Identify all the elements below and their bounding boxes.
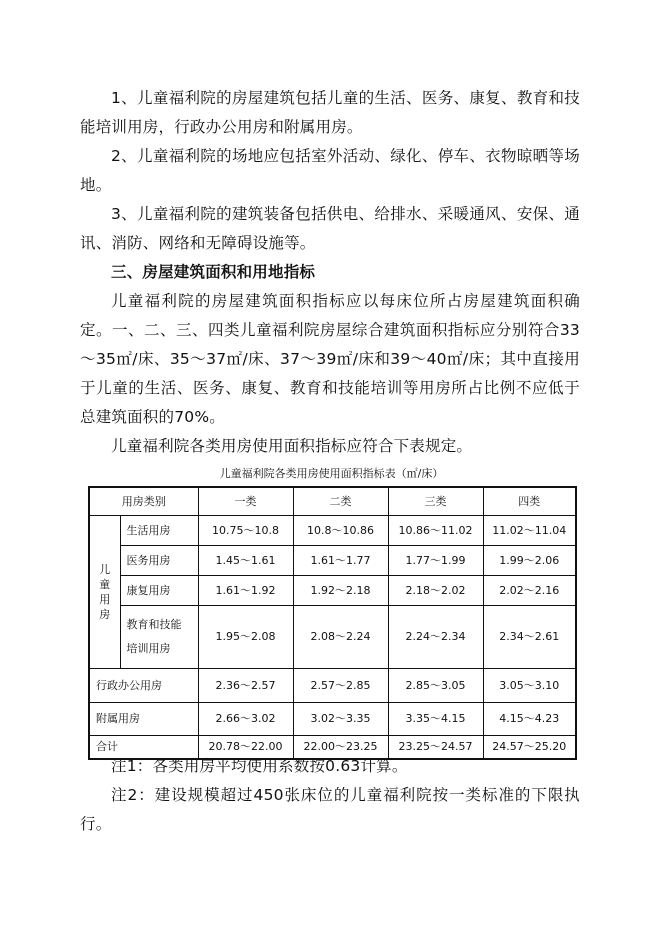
table-header-row [89,487,576,515]
cell-value: 20.78～22.00 [198,735,293,759]
row-label: 附属用房 [89,702,198,735]
area-index-table [88,486,577,760]
cell-value: 10.8～10.86 [293,515,388,545]
cell-value: 2.66～3.02 [198,702,293,735]
cell-value: 2.36～2.57 [198,668,293,702]
cell-value: 1.77～1.99 [388,545,483,575]
group-char: 房 [99,607,111,621]
paragraph-body-2: 儿童福利院各类用房使用面积指标应符合下表规定。 [111,437,473,455]
cell-value: 4.15～4.23 [483,702,576,735]
row-label [120,605,198,668]
header-category: 用房类别 [89,487,198,515]
row-label: 康复用房 [120,575,198,605]
group-char: 儿 [99,562,111,576]
cell-value: 22.00～23.25 [293,735,388,759]
cell-value: 10.75～10.8 [198,515,293,545]
table-row [89,575,576,605]
header-class-2: 二类 [293,487,388,515]
cell-value: 2.85～3.05 [388,668,483,702]
group-char: 用 [99,592,111,606]
row-label: 医务用房 [120,545,198,575]
table-row [89,702,576,735]
row-label-line: 教育和技能 [126,617,182,631]
header-class-1: 一类 [198,487,293,515]
header-class-3: 三类 [388,487,483,515]
row-label: 生活用房 [120,515,198,545]
cell-value: 1.61～1.92 [198,575,293,605]
cell-value: 3.35～4.15 [388,702,483,735]
cell-value: 24.57～25.20 [483,735,576,759]
note-2: 注2：建设规模超过450张床位的儿童福利院按一类标准的下限执行。 [80,786,580,833]
cell-value: 2.02～2.16 [483,575,576,605]
cell-value: 1.99～2.06 [483,545,576,575]
cell-value: 23.25～24.57 [388,735,483,759]
cell-value: 2.57～2.85 [293,668,388,702]
note-1: 注1：各类用房平均使用系数按0.63计算。 [111,757,408,775]
paragraph-item-2: 2、儿童福利院的场地应包括室外活动、绿化、停车、衣物晾晒等场地。 [80,147,580,194]
cell-value: 3.05～3.10 [483,668,576,702]
cell-value: 2.08～2.24 [293,605,388,668]
cell-value: 3.02～3.35 [293,702,388,735]
section-heading: 三、房屋建筑面积和用地指标 [111,263,316,281]
table-row [89,545,576,575]
cell-value: 1.92～2.18 [293,575,388,605]
paragraph-item-3: 3、儿童福利院的建筑装备包括供电、给排水、采暖通风、安保、通讯、消防、网络和无障碍设施等。 [80,205,580,252]
paragraph-body-1: 儿童福利院的房屋建筑面积指标应以每床位所占房屋建筑面积确定。一、二、三、四类儿童福利院房屋综合建筑面积指标应分别符合33～35㎡/床、35～37㎡/床、37～39㎡/床和39～40㎡/床；其中直接用于儿童的生活、医务、康复、教育和技能培训等用房所占比例不应低于总建筑面积的70%。 [80,292,580,426]
row-label: 行政办公用房 [89,668,198,702]
cell-value: 10.86～11.02 [388,515,483,545]
table-row [89,668,576,702]
cell-value: 1.45～1.61 [198,545,293,575]
row-label-line: 培训用房 [126,641,171,655]
group-char: 童 [99,577,111,591]
paragraph-item-1: 1、儿童福利院的房屋建筑包括儿童的生活、医务、康复、教育和技能培训用房，行政办公用房和附属用房。 [80,89,580,136]
table-row [89,605,576,668]
cell-value: 2.24～2.34 [388,605,483,668]
cell-value: 1.95～2.08 [198,605,293,668]
cell-value: 2.18～2.02 [388,575,483,605]
cell-value: 11.02～11.04 [483,515,576,545]
header-class-4: 四类 [483,487,576,515]
table-row [89,515,576,545]
cell-value: 1.61～1.77 [293,545,388,575]
row-label: 合计 [89,735,198,759]
cell-value: 2.34～2.61 [483,605,576,668]
children-rooms-group-label [89,515,120,668]
table-caption: 儿童福利院各类用房使用面积指标表（㎡/床） [219,467,444,480]
